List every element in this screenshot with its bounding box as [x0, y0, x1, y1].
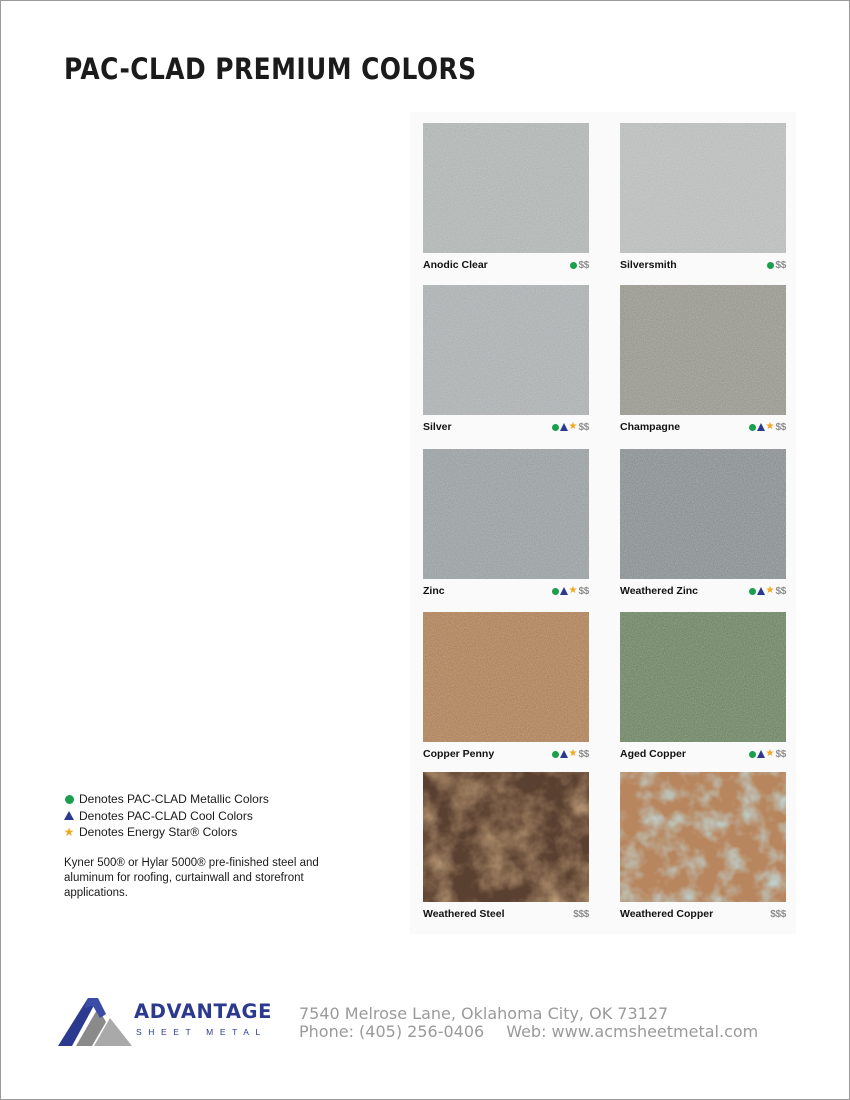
color-name: Aged Copper [620, 748, 686, 760]
blue-triangle-icon [757, 587, 765, 595]
color-name: Weathered Steel [423, 908, 505, 920]
orange-star-icon: ★ [765, 585, 775, 596]
color-name: Champagne [620, 421, 681, 433]
color-attributes [767, 259, 786, 271]
website: Web: www.acmsheetmetal.com [506, 1022, 759, 1041]
price-indicator: $$$ [573, 908, 589, 920]
color-swatch [423, 285, 589, 415]
price-indicator: $$ [775, 259, 786, 271]
color-swatch [620, 612, 786, 742]
contact-line [299, 1023, 758, 1041]
color-name: Weathered Zinc [620, 585, 698, 597]
orange-star-icon: ★ [568, 421, 578, 432]
color-swatch [620, 449, 786, 579]
color-attributes [552, 421, 590, 433]
advantage-logo-icon [58, 994, 134, 1048]
product-description: Kyner 500® or Hylar 5000® pre-finished steel and aluminum for roofing, curtainwall and storefront applications. [64, 857, 319, 899]
blue-triangle-icon [757, 750, 765, 758]
orange-star-icon: ★ [765, 748, 775, 759]
price-indicator: $$ [578, 259, 589, 271]
color-name: Copper Penny [423, 748, 495, 760]
contact-block [299, 1005, 758, 1041]
green-circle-icon [749, 751, 756, 758]
price-indicator: $$ [578, 421, 589, 433]
price-indicator: $$$ [770, 908, 786, 920]
green-circle-icon [749, 424, 756, 431]
green-circle-icon [65, 795, 74, 804]
orange-star-icon: ★ [568, 748, 578, 759]
blue-triangle-icon [560, 587, 568, 595]
price-indicator: $$ [578, 748, 589, 760]
green-circle-icon [749, 588, 756, 595]
color-attributes [770, 908, 786, 920]
legend-item-cool [64, 808, 269, 825]
color-swatch [620, 285, 786, 415]
orange-star-icon: ★ [63, 825, 75, 840]
price-indicator: $$ [775, 585, 786, 597]
legend-label: Denotes Energy Star® Colors [79, 825, 238, 840]
color-attributes [749, 421, 787, 433]
blue-triangle-icon [757, 423, 765, 431]
legend-item-metallic [64, 791, 269, 808]
color-name: Anodic Clear [423, 259, 488, 271]
green-circle-icon [552, 424, 559, 431]
color-swatch [620, 772, 786, 902]
color-attributes [552, 748, 590, 760]
color-swatch [423, 612, 589, 742]
legend [64, 791, 269, 841]
color-swatch [423, 449, 589, 579]
color-swatch [423, 772, 589, 902]
legend-label: Denotes PAC-CLAD Cool Colors [79, 808, 253, 823]
color-name: Weathered Copper [620, 908, 714, 920]
color-attributes [573, 908, 589, 920]
color-attributes [749, 748, 787, 760]
blue-triangle-icon [560, 423, 568, 431]
price-indicator: $$ [578, 585, 589, 597]
color-attributes [570, 259, 589, 271]
price-indicator: $$ [775, 421, 786, 433]
address: 7540 Melrose Lane, Oklahoma City, OK 73127 [299, 1004, 669, 1023]
green-circle-icon [767, 262, 774, 269]
orange-star-icon: ★ [568, 585, 578, 596]
color-name: Silver [423, 421, 452, 433]
legend-label: Denotes PAC-CLAD Metallic Colors [79, 792, 269, 807]
orange-star-icon: ★ [765, 421, 775, 432]
legend-item-energy-star [64, 824, 269, 841]
color-name: Silversmith [620, 259, 677, 271]
green-circle-icon [552, 588, 559, 595]
color-attributes [749, 585, 787, 597]
color-swatch [423, 123, 589, 253]
green-circle-icon [570, 262, 577, 269]
brand-name: ADVANTAGE [134, 1000, 273, 1023]
color-name: Zinc [423, 585, 445, 597]
phone: Phone: (405) 256-0406 [299, 1022, 485, 1041]
green-circle-icon [552, 751, 559, 758]
price-indicator: $$ [775, 748, 786, 760]
blue-triangle-icon [64, 811, 74, 820]
page-title: PAC-CLAD PREMIUM COLORS [64, 52, 477, 86]
color-attributes [552, 585, 590, 597]
brand-subtitle: SHEET METAL [136, 1027, 267, 1037]
blue-triangle-icon [560, 750, 568, 758]
color-swatch [620, 123, 786, 253]
